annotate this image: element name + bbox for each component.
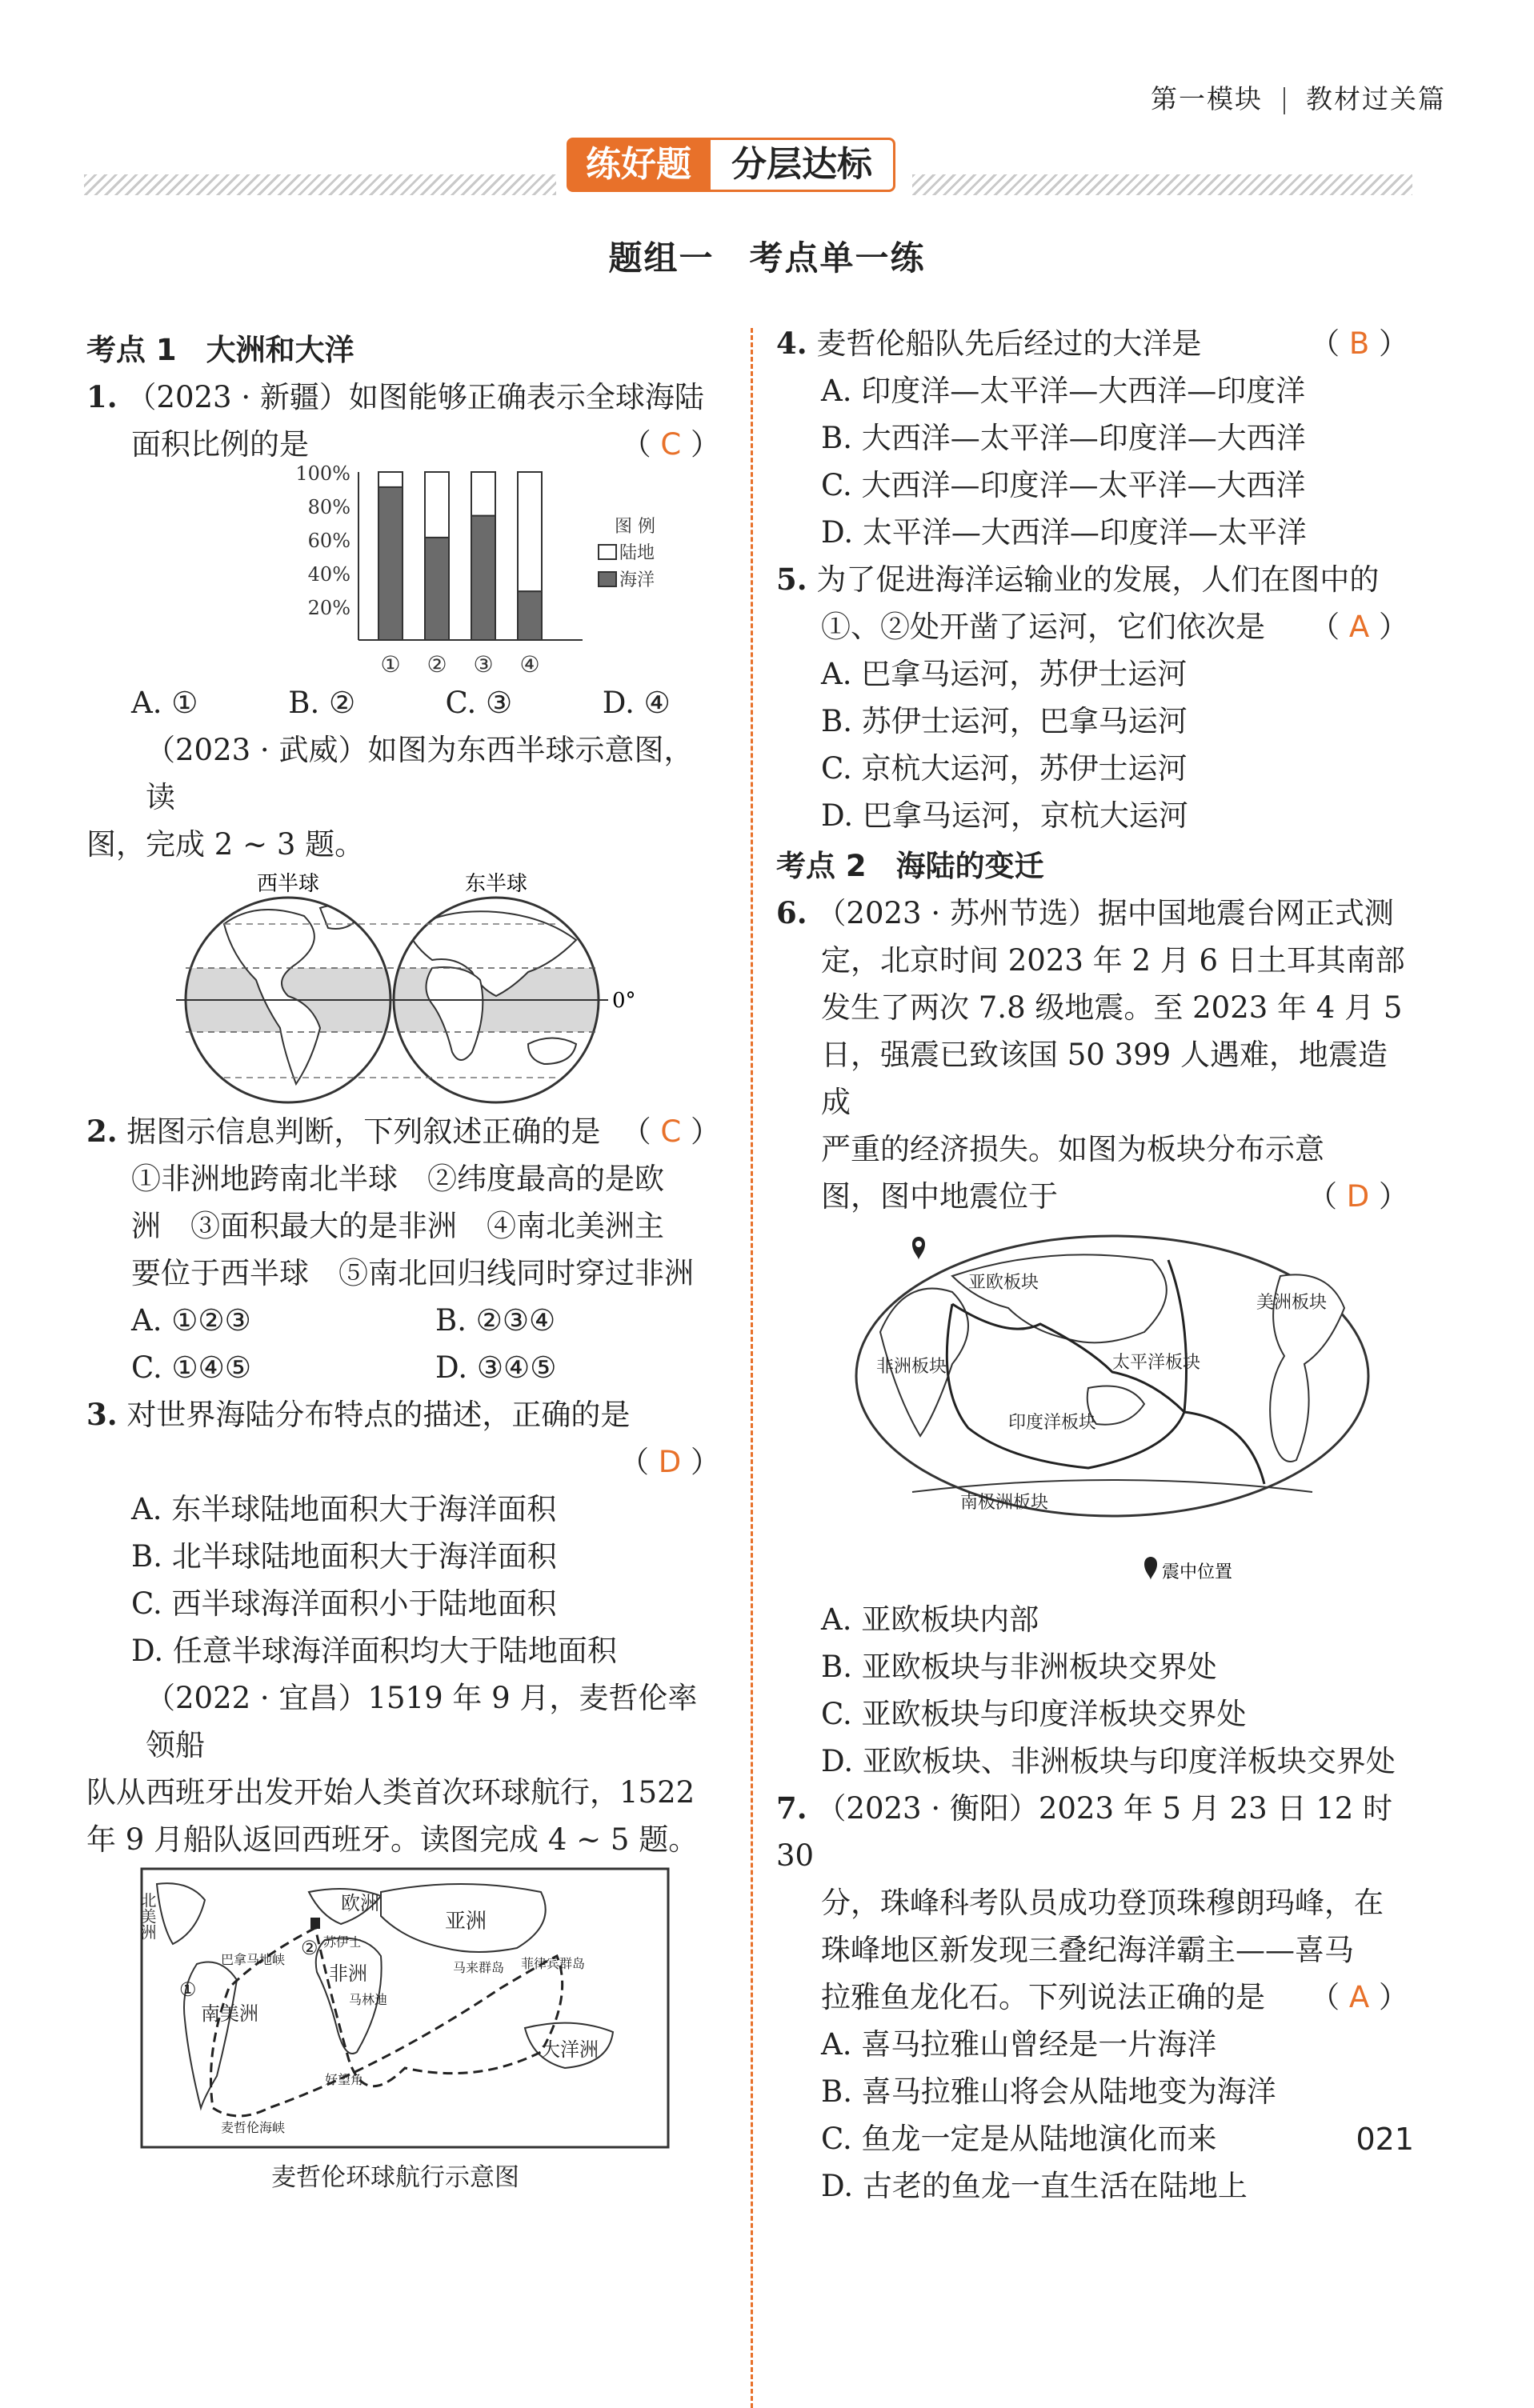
label-europe: 欧洲 [341,1892,379,1914]
chart-legend [599,517,655,590]
x-tick-label: ① [380,651,401,678]
banner-left: 练好题 [567,138,711,192]
q1-option-c: C. ③ [445,686,513,720]
q7-line4: 拉雅鱼龙化石。下列说法正确的是 [821,1980,1265,2014]
label-malay: 马来群岛 [453,1960,505,1975]
q6-line2: 定，北京时间 2023 年 2 月 6 日土耳其南部 [821,943,1405,978]
question-2 [86,1108,720,1391]
epicenter-marker [912,1237,925,1260]
q5-number: 5. [776,562,807,597]
magellan-route-map [138,1868,669,2148]
q2-option-c: C. ①④⑤ [131,1350,252,1385]
column-divider [751,328,753,2408]
legend-swatch-land [599,545,616,559]
label-antarctic-plate: 南极洲板块 [960,1493,1049,1513]
q4-option-d: D. 太平洋—大西洋—印度洋—太平洋 [821,515,1307,550]
east-hemisphere [384,911,624,1064]
intro45-line1: （2022 · 宜昌）1519 年 9 月，麦哲伦率领船 [146,1681,698,1762]
q6-option-d: D. 亚欧板块、非洲板块与印度洋板块交界处 [821,1744,1396,1778]
intro23-line1: （2023 · 武威）如图为东西半球示意图，读 [146,733,694,814]
q5-option-a: A. 巴拿马运河，苏伊士运河 [821,657,1188,691]
q2-number: 2. [86,1114,118,1149]
q2-line1: ①非洲地跨南北半球 ②纬度最高的是欧 [131,1162,664,1196]
q6-line1: （2023 · 苏州节选）据中国地震台网正式测 [816,896,1394,930]
group-title: 题组一 考点单一练 [608,238,926,278]
equator-label: 0° [612,989,636,1013]
intro-q2-3 [86,726,720,1108]
intro45-line3: 年 9 月船队返回西班牙。读图完成 4 ~ 5 题。 [86,1822,699,1857]
question-3 [86,1391,720,1674]
q4-stem: 麦哲伦船队先后经过的大洋是 [816,326,1202,361]
spain-marker [310,1918,320,1929]
q2-option-d: D. ③④⑤ [435,1350,557,1385]
q5-option-b: B. 苏伊士运河，巴拿马运河 [821,704,1188,738]
y-tick-label: 80% [307,496,350,518]
right-column [776,320,1416,2210]
label-south-america: 南美洲 [201,2002,258,2025]
bar-ocean-3 [471,516,495,640]
label-suez: 苏伊士 [323,1934,362,1950]
bar-land-2 [425,472,449,538]
banner-right: 分层达标 [711,138,895,192]
east-hemisphere-label: 东半球 [464,872,528,896]
section-heading-2: 考点 2 海陆的变迁 [776,849,1044,883]
q4-answer-box: （ B ） [1310,326,1408,361]
q2-line2: 洲 ③面积最大的是非洲 ④南北美洲主 [131,1209,664,1243]
label-eurasian-plate: 亚欧板块 [968,1273,1039,1293]
intro45-line2: 队从西班牙出发开始人类首次环球航行，1522 [86,1775,695,1810]
q6-line3: 发生了两次 7.8 级地震。至 2023 年 4 月 5 [821,990,1403,1025]
label-pacific-plate: 太平洋板块 [1112,1353,1201,1373]
magellan-map-caption: 麦哲伦环球航行示意图 [271,2163,519,2192]
q3-answer-box: （ D ） [619,1445,720,1479]
q2-line3: 要位于西半球 ⑤南北回归线同时穿过非洲 [131,1256,694,1290]
header-separator [1284,87,1285,114]
intro-q4-5 [86,1674,720,2202]
bar-ocean-1 [378,487,403,640]
q1-number: 1. [86,379,118,414]
q1-bar-chart [134,462,711,684]
q5-option-c: C. 京杭大运河，苏伊士运河 [821,751,1188,786]
y-tick-label: 40% [307,563,350,586]
x-tick-label: ② [427,651,447,678]
q7-option-d: D. 古老的鱼龙一直生活在陆地上 [821,2169,1248,2203]
q3-stem: 对世界海陆分布特点的描述，正确的是 [126,1398,631,1432]
q7-line3: 珠峰地区新发现三叠纪海洋霸主——喜马 [821,1933,1354,1967]
q6-line5: 严重的经济损失。如图为板块分布示意 [821,1132,1324,1166]
bar-land-1 [378,472,403,487]
section-banner [567,138,895,192]
legend-title: 图 例 [615,517,655,537]
q2-answer-box: （ C ） [621,1114,720,1149]
q3-option-b: B. 北半球陆地面积大于海洋面积 [131,1539,557,1574]
question-7 [776,1785,1416,2210]
q7-option-a: A. 喜马拉雅山曾经是一片海洋 [821,2027,1217,2062]
q6-answer-box: （ D ） [1307,1179,1408,1214]
q7-answer: A [1348,1980,1370,2014]
q2-stem: 据图示信息判断，下列叙述正确的是 [126,1114,601,1149]
q6-line6: 图，图中地震位于 [821,1179,1058,1214]
label-canal-2: ② [301,1937,318,1959]
q1-option-b: B. ② [288,686,356,720]
label-cape: 好望角 [325,2072,364,2087]
running-header [1151,78,1446,116]
q4-option-b: B. 大西洋—太平洋—印度洋—大西洋 [821,421,1306,455]
q6-option-a: A. 亚欧板块内部 [821,1602,1039,1637]
bar-land-4 [518,472,542,591]
bar-land-3 [471,472,495,516]
q1-answer-box: （ C ） [621,427,720,462]
hemispheres-map [176,868,736,1108]
q7-number: 7. [776,1790,807,1826]
intro23-line2: 图，完成 2 ~ 3 题。 [86,827,365,862]
label-magellan-strait: 麦哲伦海峡 [221,2120,286,2135]
q7-line2: 分，珠峰科考队员成功登顶珠穆朗玛峰，在 [821,1886,1384,1920]
legend-epicenter-label: 震中位置 [1162,1562,1233,1582]
q5-answer-box: （ A ） [1310,610,1408,644]
label-philippines: 菲律宾群岛 [521,1956,586,1971]
chapter-label: 教材过关篇 [1306,83,1446,114]
q5-answer: A [1348,610,1370,644]
legend-epicenter-icon [1144,1557,1157,1580]
q7-line1: （2023 · 衡阳）2023 年 5 月 23 日 12 时 30 [776,1791,1393,1873]
q4-option-c: C. 大西洋—印度洋—太平洋—大西洋 [821,468,1306,502]
page-number: 021 [1356,2122,1414,2157]
q6-line4: 日，强震已致该国 50 399 人遇难，地震造成 [821,1038,1388,1119]
legend-land: 陆地 [619,543,655,563]
q3-number: 3. [86,1397,118,1432]
question-1 [86,374,720,726]
q2-answer: C [660,1114,682,1149]
plate-map [848,1228,1392,1596]
q3-option-d: D. 任意半球海洋面积均大于陆地面积 [131,1634,617,1668]
section-heading-1: 考点 1 大洲和大洋 [86,333,354,367]
bar-ocean-2 [425,538,449,640]
label-indian-plate: 印度洋板块 [1008,1413,1097,1433]
label-asia: 亚洲 [445,1910,487,1934]
q1-stem-line2: 面积比例的是 [131,427,309,462]
legend-swatch-ocean [599,572,616,586]
q5-option-d: D. 巴拿马运河，京杭大运河 [821,798,1188,833]
y-tick-label: 100% [295,462,350,485]
label-africa: 非洲 [329,1962,367,1985]
q6-number: 6. [776,895,807,930]
module-label: 第一模块 [1151,83,1263,114]
q6-option-c: C. 亚欧板块与印度洋板块交界处 [821,1697,1247,1731]
question-5 [776,556,1416,839]
label-canal-1: ① [179,1978,197,2001]
q5-line1: 为了促进海洋运输业的发展，人们在图中的 [816,562,1380,597]
q4-option-a: A. 印度洋—太平洋—大西洋—印度洋 [821,374,1306,408]
q6-option-b: B. 亚欧板块与非洲板块交界处 [821,1650,1217,1684]
q1-option-d: D. ④ [602,686,671,720]
q4-number: 4. [776,326,807,361]
q1-option-a: A. ① [131,686,198,720]
q3-option-a: A. 东半球陆地面积大于海洋面积 [131,1492,557,1526]
left-column [86,326,720,2202]
label-african-plate: 非洲板块 [876,1357,947,1377]
hatch-left [84,174,556,195]
q1-stem-line1: （2023 · 新疆）如图能够正确表示全球海陆 [126,380,704,414]
q7-option-c: C. 鱼龙一定是从陆地演化而来 [821,2122,1217,2156]
q5-line2: ①、②处开凿了运河，它们依次是 [821,610,1265,644]
question-4 [776,320,1416,556]
west-hemisphere-label: 西半球 [256,872,320,896]
label-malindi: 马林迪 [349,1992,388,2007]
q1-answer: C [660,427,682,462]
label-oceania: 大洋洲 [541,2038,599,2061]
hatch-right [912,174,1412,195]
q2-option-b: B. ②③④ [435,1303,556,1338]
legend-ocean: 海洋 [619,570,655,590]
bar-ocean-4 [518,591,542,640]
q3-option-c: C. 西半球海洋面积小于陆地面积 [131,1586,557,1621]
label-american-plate: 美洲板块 [1256,1293,1328,1313]
y-tick-label: 20% [307,597,350,619]
q7-option-b: B. 喜马拉雅山将会从陆地变为海洋 [821,2074,1276,2109]
q3-answer: D [658,1445,682,1479]
question-6 [776,890,1416,1785]
q7-answer-box: （ A ） [1310,1980,1408,2014]
label-north-america: 北美洲 [138,1892,157,1940]
q4-answer: B [1348,326,1370,361]
x-tick-label: ④ [519,651,540,678]
y-tick-label: 60% [307,530,350,552]
q6-answer: D [1346,1179,1370,1214]
q2-option-a: A. ①②③ [131,1303,251,1338]
x-tick-label: ③ [473,651,494,678]
label-panama: 巴拿马地峡 [221,1952,286,1967]
